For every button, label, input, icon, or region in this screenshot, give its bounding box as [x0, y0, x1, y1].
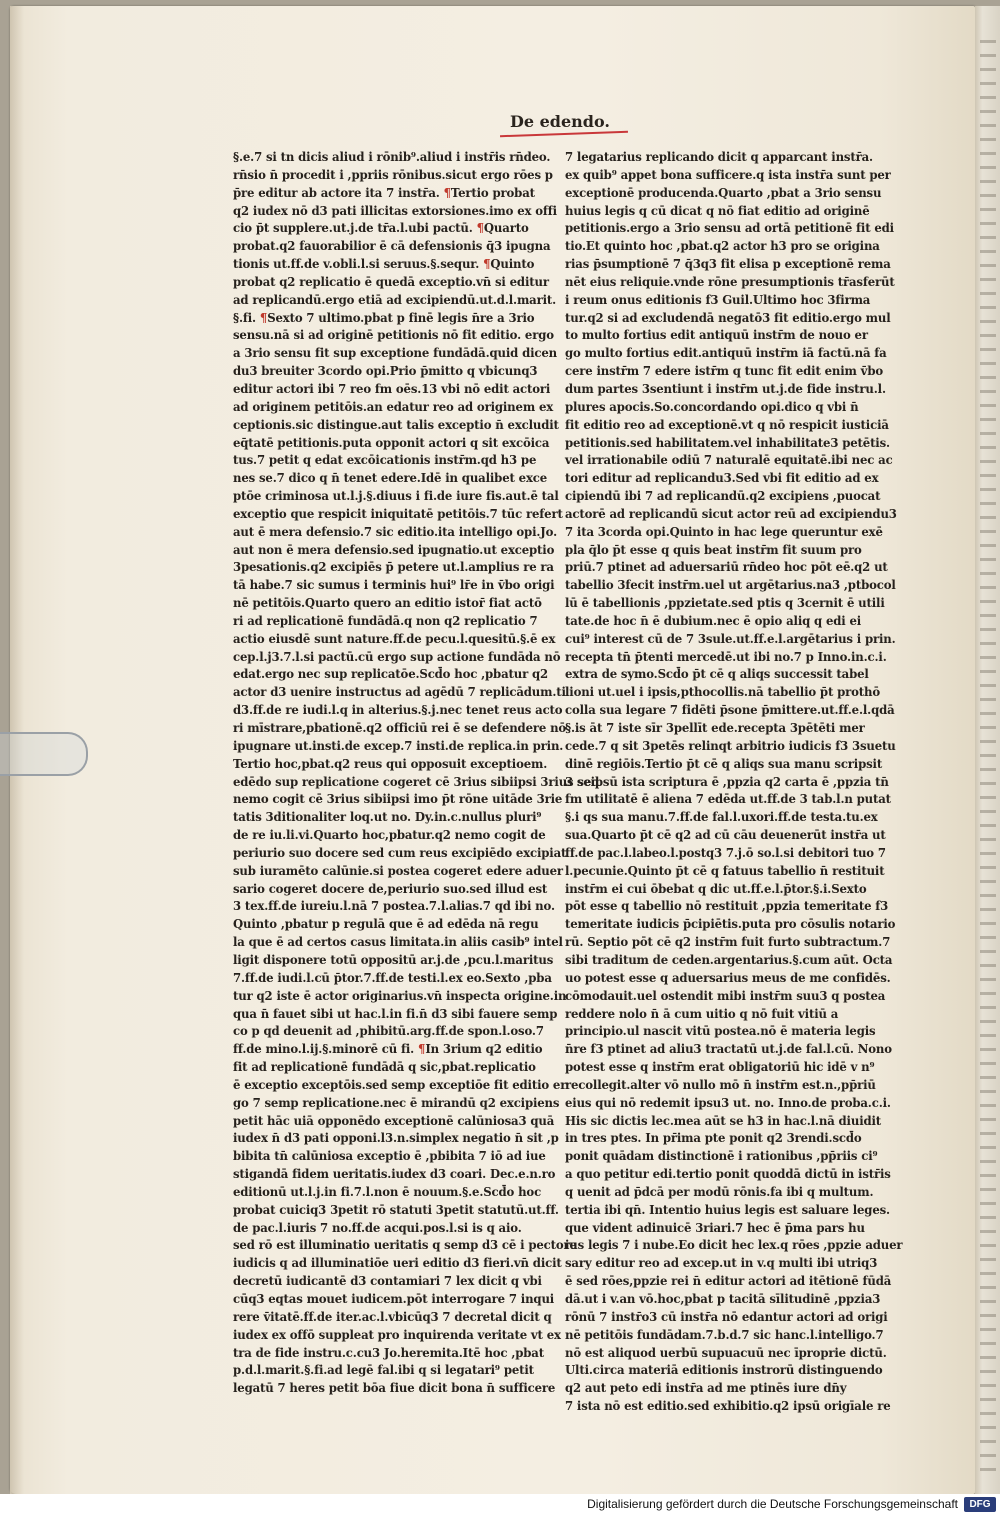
text-line: ad originem petitōis.an edatur reo ad originem ex: [233, 399, 554, 414]
text-line: huius legis q cū dicat q nō fiat editio ad originē: [565, 203, 870, 218]
text-line: ptōe criminosa ut.l.j.§.diuus i fi.de iure fis.aut.ē tal: [233, 489, 559, 504]
text-line: Quinto ,pbatur p regulā que ē ad edēda nā regu: [233, 917, 539, 932]
text-line: ius legis 7 i nube.Eo dicit hec lex.q rōes ,ppzie aduer: [565, 1238, 903, 1253]
text-line: Ulti.circa materiā editionis instrorū distinguendo: [565, 1363, 883, 1378]
text-line: de pac.l.iuris 7 no.ff.de acqui.pos.l.si is q aio.: [233, 1220, 522, 1235]
text-line: nō est aliquod uerbū supuacuū nec īproprie dictū.: [565, 1345, 887, 1360]
text-line: plures apocis.So.concordando opi.dico q vbi n̄: [565, 399, 859, 414]
text-line: ri mīstrare,pbationē.q2 officiū rei ē se defendere nō: [233, 721, 567, 735]
text-line: aut non ē mera defensio.sed ipugnatio.ut exceptio: [233, 542, 555, 557]
text-line: in tres ptes. In pr̄ima pte ponit q2 3rendi.scd̄o: [565, 1131, 862, 1146]
text-line: actor d3 uenire instructus ad agēdū 7 replicādum.ti: [233, 685, 566, 700]
text-line: ff.de pac.l.labeo.l.postq3 7.j.ō so.l.si debitori tuo 7: [565, 845, 886, 860]
text-line: co p qd deuenit ad ,phibitū.arg.ff.de spon.l.oso.7: [233, 1024, 544, 1039]
text-line: rere v̄itatē.ff.de iter.ac.l.vbicūq3 7 decretal dicit q: [233, 1309, 552, 1324]
text-line: tori editur ad replicandu3.Sed vbi fit editio ad ex: [565, 471, 879, 486]
text-line: §.is āt 7 iste sīr 3pellīt ede.recepta 3pētēti mer: [565, 721, 865, 735]
text-line: d3.ff.de re iudi.l.q in alterius.§.j.nec tenet reus acto: [233, 703, 563, 718]
text-line: potest esse q instr̄m erat obligatoriū hic idē v n⁹: [565, 1060, 875, 1075]
text-line: recollegit.alter vō nullo mō n̄ instr̄m est.n.,pp̄riū: [565, 1077, 876, 1092]
text-line: ff.de mino.l.ij.§.minorē cū fi. ¶In 3rium q2 editio: [233, 1042, 543, 1057]
text-line: sub iuramēto calūnie.si postea cogeret edere aduer: [233, 863, 563, 878]
text-line: editionū ut.l.j.in fi.7.l.non ē nouum.§.e.Scd̄o hoc: [233, 1184, 542, 1199]
text-line: ri ad replicationē fundādā.q non q2 replicatio 7: [233, 613, 538, 628]
text-line: ligit disponere totū oppositū ar.j.de ,pcu.l.maritus: [233, 952, 554, 967]
text-line: principio.ul nascit vitū postea.nō ē materia legis: [565, 1024, 876, 1039]
text-line: nēt eius reliquie.vnde rōne presumptionis tr̄asferūt: [565, 274, 895, 289]
text-line: tra de fide instru.c.cu3 Jo.heremita.Itē hoc ,pbat: [233, 1345, 544, 1360]
text-line: tate.de hoc n̄ ē dubium.nec ē opio aliq q edi ei: [565, 613, 862, 628]
text-line: petitionis.ergo a 3rio sensu ad ortā petitionē fit edi: [565, 221, 894, 236]
text-line: ceptionis.sic distingue.aut talis exceptio n̄ excludit: [233, 417, 559, 432]
text-line: extra de symo.Scd̄o p̄t cē q aliqs successit tabel: [565, 667, 869, 682]
text-line: editur actori ibi 7 reo fm oēs.13 vbi nō edit actori: [233, 381, 551, 396]
text-line: go 7 semp replicatione.nec ē mirandū q2 excipiens: [233, 1095, 560, 1110]
text-line: tio.Et quinto hoc ,pbat.q2 actor h3 pro se origina: [565, 239, 880, 254]
text-line: iudex n̄ d3 pati opponi.l3.n.simplex negatio n̄ sit ,p: [233, 1131, 559, 1146]
text-line: His sic dictis lec.mea aūt se h3 in hac.l.nā diuidit: [565, 1113, 882, 1128]
binding-edge: [980, 40, 996, 1480]
text-line: bibita tn̄ calūniosa exceptio ē ,pbibita 7 iō ad iue: [233, 1149, 546, 1164]
text-line: la que ē ad certos casus limitata.in aliis casib⁹ intel: [233, 935, 563, 950]
text-line: edat.ergo nec sup replicatōe.Scd̄o hoc ,pbatur q2: [233, 667, 549, 682]
text-line: sibi traditum de ceden.argentarius.§.cum aūt. Octa: [565, 952, 893, 967]
text-line: pla q̄lo p̄t esse q quis beat instr̄m fit suum pro: [565, 542, 862, 557]
text-line: temeritate iudicis p̄cipiētis.puta pro cōsulis notario: [565, 917, 896, 932]
text-line: stigandā fidem ueritatis.iudex d3 coari. Dec.e.n.ro: [233, 1167, 556, 1182]
text-line: nē petitōis fundādam.7.b.d.7 sic hanc.l.intelligo.7: [565, 1327, 884, 1342]
text-line: exceptio que respicit iniquitatē petitōis.7 tūc refert: [233, 506, 563, 521]
text-line: tionis ut.ff.de v.obli.l.si seruus.§.sequr. ¶Quinto: [233, 257, 535, 272]
text-line: iudex ex offō suppleat pro inquirenda veritate vt ex: [233, 1327, 561, 1342]
text-line: cōmodauit.uel ostendit mibi instr̄m suu3 q postea: [565, 988, 886, 1003]
text-line: nemo cogit cē 3rius sibiipsi imo p̄t rōne uitāde 3rie: [233, 792, 563, 807]
text-line: que vident adinuicē 3riari.7 hec ē p̄ma pars hu: [565, 1220, 865, 1235]
text-line: §.i qs sua manu.7.ff.de fal.l.uxori.ff.de testa.tu.ex: [565, 810, 878, 825]
text-line: cere instr̄m 7 edere istr̄m q tunc fit edit enim v̄bo: [565, 364, 883, 379]
text-column-left: [233, 149, 600, 1396]
text-line: a 3rio sensu fit sup exceptione fundādā.quid dicen: [233, 346, 558, 361]
text-line: 7 legatarius replicando dicit q apparcant instr̄a.: [565, 150, 873, 164]
text-line: vel irrationabile odiū 7 naturalē equitatē.ibi nec ac: [565, 453, 893, 468]
text-line: sensu.nā si ad originē petitionis nō fit editio. ergo: [233, 328, 554, 343]
paper-clip: [0, 732, 88, 776]
text-line: sary editur reo ad excep.ut in v.q multi ibi utriq3: [565, 1256, 878, 1271]
text-line: rn̄sio n̄ procedit i ,ppriis rōnibus.sicut ergo rōes p: [233, 167, 553, 182]
text-line: rōnū 7 instr̄o3 cū instr̄a nō edantur actori ad origi: [565, 1309, 888, 1324]
text-line: probat.q2 fauorabilior ē cā defensionis q̄3 ipugna: [233, 239, 551, 254]
text-line: fm utilitatē ē aliena 7 edēda ut.ff.de 3 tab.l.n putat: [565, 792, 891, 807]
text-line: cui⁹ interest cū de 7 3sule.ut.ff.e.l.argētarius i prin.: [565, 631, 896, 646]
text-line: uo potest esse q aduersarius meus de me confidēs.: [565, 970, 891, 985]
running-heading: De edendo.: [510, 112, 610, 131]
text-line: probat q2 replicatio ē quedā exceptio.vn̄ si editur: [233, 274, 549, 289]
text-line: aut ē mera defensio.7 sic editio.ita intelligo opi.Jo.: [233, 524, 558, 539]
text-line: cep.l.j3.7.l.si pactū.cū ergo sup actione fundāda nō: [233, 649, 561, 664]
text-line: tus.7 petit q edat excōicationis instr̄m.qd h3 pe: [233, 453, 537, 468]
text-line: p.d.l.marit.§.fi.ad legē fal.ibi q si legatari⁹ petit: [233, 1363, 534, 1378]
text-line: eq̄tatē petitionis.puta opponit actori q sit excōica: [233, 435, 550, 450]
text-line: 3 seipsū ista scriptura ē ,ppzia q2 carta ē ,ppzia tn̄: [565, 774, 889, 789]
text-line: ponit quādam distinctionē i rationibus ,pp̄riis ci⁹: [565, 1149, 878, 1164]
text-line: tur q2 iste ē actor originarius.vn̄ inspecta origine.in: [233, 988, 567, 1003]
text-line: lū ē tabellionis ,ppzietate.sed ptis q 3cernit ē utili: [565, 596, 885, 611]
text-line: l.pecunie.Quinto p̄t cē q fatuus tabellio n̄ restituit: [565, 863, 885, 878]
text-line: probat cuiciq3 3petit rō statuti 3petit statutū.ut.ff.: [233, 1202, 559, 1217]
text-line: §.fi. ¶Sexto 7 ultimo.pbat p finē legis n̄re a 3rio: [233, 310, 535, 325]
text-line: lioni ut.uel i ipsis,pthocollis.nā tabellio p̄t prothō: [565, 685, 881, 700]
text-line: i reum onus editionis f3 Guil.Ultimo hoc 3firma: [565, 292, 871, 307]
text-line: a quo petitur edi.tertio ponit quoddā dictū in istr̄is: [565, 1167, 891, 1182]
text-line: dā.ut i v.an vō.hoc,pbat p tacitā sīlitudinē ,ppzia3: [565, 1292, 881, 1306]
text-line: fit editio reo ad exceptionē.vt q nō respicit iusticiā: [565, 417, 889, 432]
text-line: ad replicandū.ergo etiā ad excipiendū.ut.d.l.marit.: [233, 292, 557, 307]
text-line: ē sed rōes,ppzie rei n̄ editur actori ad itētionē fūdā: [565, 1274, 892, 1289]
funding-credit: Digitalisierung gefördert durch die Deutsche Forschungsgemeinschaft: [587, 1497, 958, 1511]
dfg-logo: DFG: [964, 1497, 996, 1512]
text-line: cūq3 eqtas mouet iudicem.pōt interrogare 7 inqui: [233, 1292, 555, 1306]
text-line: tertia ibi qn̄. Intentio huius legis est saluare leges.: [565, 1202, 890, 1217]
text-line: actio eiusdē sunt nature.ff.de pecu.l.quesitū.§.ē ex: [233, 631, 556, 646]
text-line: 7.ff.de iudi.l.cū p̄tor.7.ff.de testi.l.ex eo.Sexto ,pba: [233, 970, 552, 985]
footer-bar: [0, 1494, 1000, 1516]
text-line: fit ad replicationē fundādā q sic,pbat.replicatio: [233, 1060, 536, 1075]
text-line: periurio suo docere sed cum reus excipiēdo excipiat: [233, 845, 567, 860]
text-line: reddere nolo n̄ ā cum uitio q nō fuit vitiū a: [565, 1006, 839, 1021]
text-line: ipugnare ut.insti.de excep.7 insti.de replica.in prin.: [233, 738, 564, 753]
text-line: q uenit ad p̄dcā per modū rōnis.fa ibi q multum.: [565, 1184, 874, 1199]
text-line: tā habe.7 sic sumus i terminis hui⁹ lr̄e in v̄bo origi: [233, 578, 555, 593]
text-line: qua n̄ fauet sibi ut hac.l.in fi.n̄ d3 sibi fauere semp: [233, 1006, 558, 1021]
text-line: cio p̄t supplere.ut.j.de tr̄a.l.ubi pactū. ¶Quarto: [233, 221, 529, 236]
text-line: Tertio hoc,pbat.q2 reus qui opposuit exceptioem.: [233, 756, 548, 771]
text-line: dum partes 3sentiunt i instr̄m ut.j.de fide instru.l.: [565, 381, 886, 396]
text-line: edēdo sup replicatione cogeret cē 3rius sibiipsi 3rius sed: [233, 774, 600, 789]
text-line: instr̄m ei cui ōbebat q dic ut.ff.e.l.p̄tor.§.i.Sexto: [565, 881, 867, 896]
text-line: petitionis.sed habilitatem.vel inhabilitate3 petētis.: [565, 435, 890, 450]
text-line: to multo fortius edit antiquū instr̄m de nouo er: [565, 328, 868, 343]
text-line: nes se.7 dico q n̄ tenet edere.Idē in qualibet exce: [233, 471, 548, 486]
text-line: dinē regiōis.Tertio p̄t cē q aliqs sua manu scripsit: [565, 756, 883, 771]
text-line: cipiendū ibi 7 ad replicandū.q2 excipiens ,puocat: [565, 489, 881, 504]
text-line: rias p̄sumptionē 7 q̄3q3 fit elisa p exceptionē rema: [565, 257, 891, 272]
text-line: petit hāc uiā opponēdo exceptionē calūniosa3 quā: [233, 1113, 555, 1128]
text-line: colla sua legare 7 fidēti p̄sone p̄mittere.ut.ff.e.l.qdā: [565, 703, 895, 718]
text-line: q2 iudex nō d3 pati illicitas extorsiones.imo ex offi: [233, 203, 557, 218]
text-line: sed rō est illuminatio ueritatis q semp d3 cē i pectore: [233, 1238, 577, 1253]
text-line: de re iu.li.vi.Quarto hoc,pbatur.q2 nemo cogit de: [233, 828, 546, 843]
text-line: ex quib⁹ appet bona sufficere.q ista instr̄a sunt per: [565, 167, 891, 182]
text-line: actorē ad replicandū sicut actor reū ad excipiendu3: [565, 506, 897, 521]
text-line: go multo fortius edit.antiquū instr̄m iā factū.nā fa: [565, 346, 887, 361]
text-line: tatis 3ditionaliter loq.ut no. Dy.in.c.nullus pluri⁹: [233, 810, 542, 825]
text-line: sua.Quarto p̄t cē q2 ad cū cāu deuenerūt instr̄a ut: [565, 828, 886, 843]
text-line: nē petitōis.Quarto quero an editio istor̄ fiat actō: [233, 596, 542, 611]
text-line: du3 breuiter 3cordo opi.Prio p̄mitto q vbicunq3: [233, 364, 538, 379]
text-line: cede.7 q sit 3petēs relinqt arbitrio iudicis f3 3suetu: [565, 738, 896, 753]
text-line: iudicis q ad illuminatiōe ueri editio d3 fieri.vn̄ dicit: [233, 1256, 562, 1271]
text-line: ē exceptio exceptōis.sed semp exceptiōe fit editio er: [233, 1077, 567, 1092]
text-line: eius qui nō redemit ipsu3 ut. no. Inno.de proba.c.i.: [565, 1095, 891, 1110]
text-line: tur.q2 si ad excludendā negatō3 fit editio.ergo mul: [565, 310, 891, 325]
text-line: rū. Septio pōt cē q2 instr̄m fuit furto subtractum.7: [565, 935, 891, 950]
text-line: recepta tn̄ p̄tenti mercedē.ut ibi no.7 p Inno.in.c.i.: [565, 649, 887, 664]
text-line: pōt esse q tabellio nō restituit ,ppzia temeritate f3: [565, 899, 889, 914]
text-line: tabellio 3fecit instr̄m.uel ut argētarius.na3 ,ptbocol: [565, 578, 896, 593]
text-line: 7 ista nō est editio.sed exhibitio.q2 ipsū origīale re: [565, 1399, 891, 1414]
text-line: 3pesationis.q2 excipiēs p̄ petere ut.l.amplius re ra: [233, 560, 554, 575]
text-line: 3 tex.ff.de iureiu.l.nā 7 postea.7.l.alias.7 qd ibi no.: [233, 899, 555, 914]
text-line: legatū 7 heres petit bōa fiue dicit bona n̄ sufficere: [233, 1381, 556, 1396]
text-line: 7 ita 3corda opi.Quinto in hac lege queruntur exē: [565, 524, 883, 539]
text-column-right: [565, 149, 903, 1414]
text-line: exceptionē producenda.Quarto ,pbat a 3rio sensu: [565, 185, 882, 200]
text-line: q2 aut peto edi instr̄a ad me ptinēs iure dn̄y: [565, 1381, 847, 1396]
text-line: decretū iudicantē d3 contamiari 7 lex dicit q vbi: [233, 1274, 542, 1289]
text-line: sario cogeret docere de,periurio suo.sed illud est: [233, 881, 548, 896]
text-line: priū.7 ptinet ad aduersariū rn̄deo hoc pōt eē.q2 ut: [565, 560, 888, 575]
text-line: n̄re f3 ptinet ad aliu3 tractatū ut.j.de fal.l.cū. Nono: [565, 1042, 892, 1057]
text-line: §.e.7 si tn dicis aliud i rōnib⁹.aliud i instr̄is rn̄deo.: [233, 150, 551, 164]
text-line: p̄re editur ab actore ita 7 instr̄a. ¶Tertio probat: [233, 185, 535, 200]
